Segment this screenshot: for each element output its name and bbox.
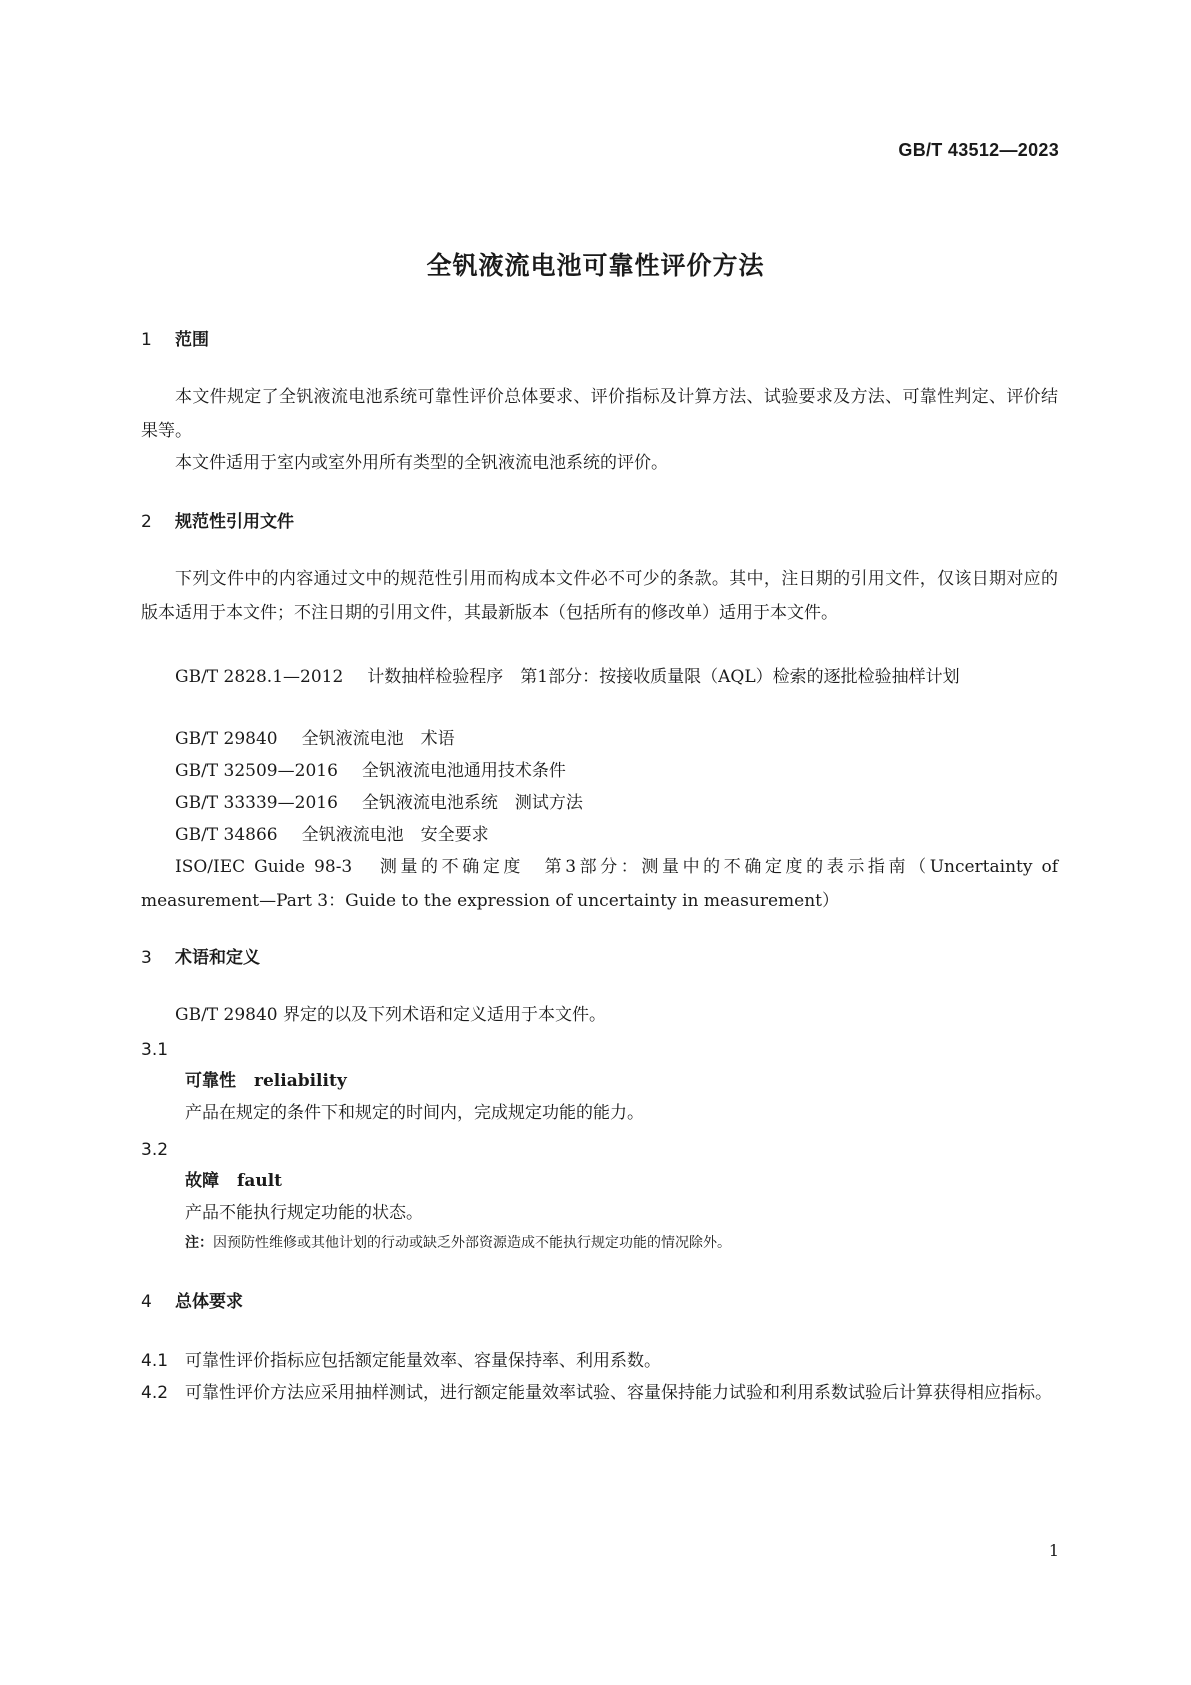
reference-code: ISO/IEC Guide 98-3 [175,857,353,877]
section-1-heading [141,328,1058,352]
term-zh: 可靠性 [185,1071,236,1091]
reference-item [141,818,1092,852]
references-intro: 下列文件中的内容通过文中的规范性引用而构成本文件必不可少的条款。其中，注日期的引用文件，仅该日期对应的版本适用于本文件；不注日期的引用文件，其最新版本（包括所有的修改单）适用于本文件。 [141,569,1058,623]
standard-code: GB/T 43512—2023 [898,140,1059,160]
clause-4-2 [141,1376,1058,1410]
note-text: 因预防性维修或其他计划的行动或缺乏外部资源造成不能执行规定功能的情况除外。 [213,1235,731,1251]
section-title: 范围 [175,330,209,350]
scope-paragraph-1: 本文件规定了全钒液流电池系统可靠性评价总体要求、评价指标及计算方法、试验要求及方法、可靠性判定、评价结果等。 [141,387,1058,441]
section-number: 4 [141,1292,152,1312]
reference-code: GB/T 34866 [175,825,278,845]
section-3-heading [141,946,1058,970]
term-number: 3.1 [141,1040,169,1060]
section-number: 2 [141,512,152,532]
clause-text: 可靠性评价指标应包括额定能量效率、容量保持率、利用系数。 [185,1351,661,1371]
section-title: 术语和定义 [175,948,260,968]
section-number: 3 [141,948,152,968]
reference-title: 全钒液流电池通用技术条件 [361,761,566,781]
term-definition: 产品在规定的条件下和规定的时间内，完成规定功能的能力。 [185,1103,644,1123]
term-note [141,1230,1102,1256]
reference-title: 测量的不确定度 第3部分：测量中的不确定度的表示指南（Uncertainty of measurement—Part 3：Guide to the expression of uncertainty in measurement） [141,857,1058,911]
reference-code: GB/T 29840 [175,729,278,749]
clause-number: 4.2 [141,1383,169,1403]
section-title: 规范性引用文件 [175,512,294,532]
reference-item [141,786,1092,820]
section-number: 1 [141,330,152,350]
section-title: 总体要求 [175,1292,243,1312]
reference-item [141,660,1058,694]
page-number: 1 [1048,1541,1059,1560]
note-label: 注： [185,1235,213,1251]
reference-item [141,754,1092,788]
reference-item [141,850,1058,918]
reference-title: 全钒液流电池 术语 [301,729,455,749]
term-en: fault [237,1171,282,1191]
section-4-heading [141,1290,1058,1314]
reference-code: GB/T 33339—2016 [175,793,338,813]
clause-4-1 [141,1344,1058,1378]
clause-text: 可靠性评价方法应采用抽样测试，进行额定能量效率试验、容量保持能力试验和利用系数试验后计算获得相应指标。 [185,1383,1052,1403]
clause-number: 4.1 [141,1351,169,1371]
reference-title: 全钒液流电池 安全要求 [301,825,489,845]
reference-code: GB/T 2828.1—2012 [175,667,344,687]
term-entry [141,1166,1102,1196]
term-definition: 产品不能执行规定功能的状态。 [185,1203,423,1223]
reference-item [141,722,1092,756]
term-entry [141,1066,1102,1096]
document-title: 全钒液流电池可靠性评价方法 [426,251,765,280]
terms-intro: GB/T 29840 界定的以及下列术语和定义适用于本文件。 [175,1005,607,1025]
term-en: reliability [254,1071,347,1091]
reference-code: GB/T 32509—2016 [175,761,338,781]
reference-title: 全钒液流电池系统 测试方法 [361,793,583,813]
scope-paragraph-2: 本文件适用于室内或室外用所有类型的全钒液流电池系统的评价。 [175,453,668,473]
section-2-heading [141,510,1058,534]
reference-title: 计数抽样检验程序 第1部分：按接收质量限（AQL）检索的逐批检验抽样计划 [367,667,960,687]
term-number: 3.2 [141,1140,169,1160]
term-zh: 故障 [185,1171,219,1191]
